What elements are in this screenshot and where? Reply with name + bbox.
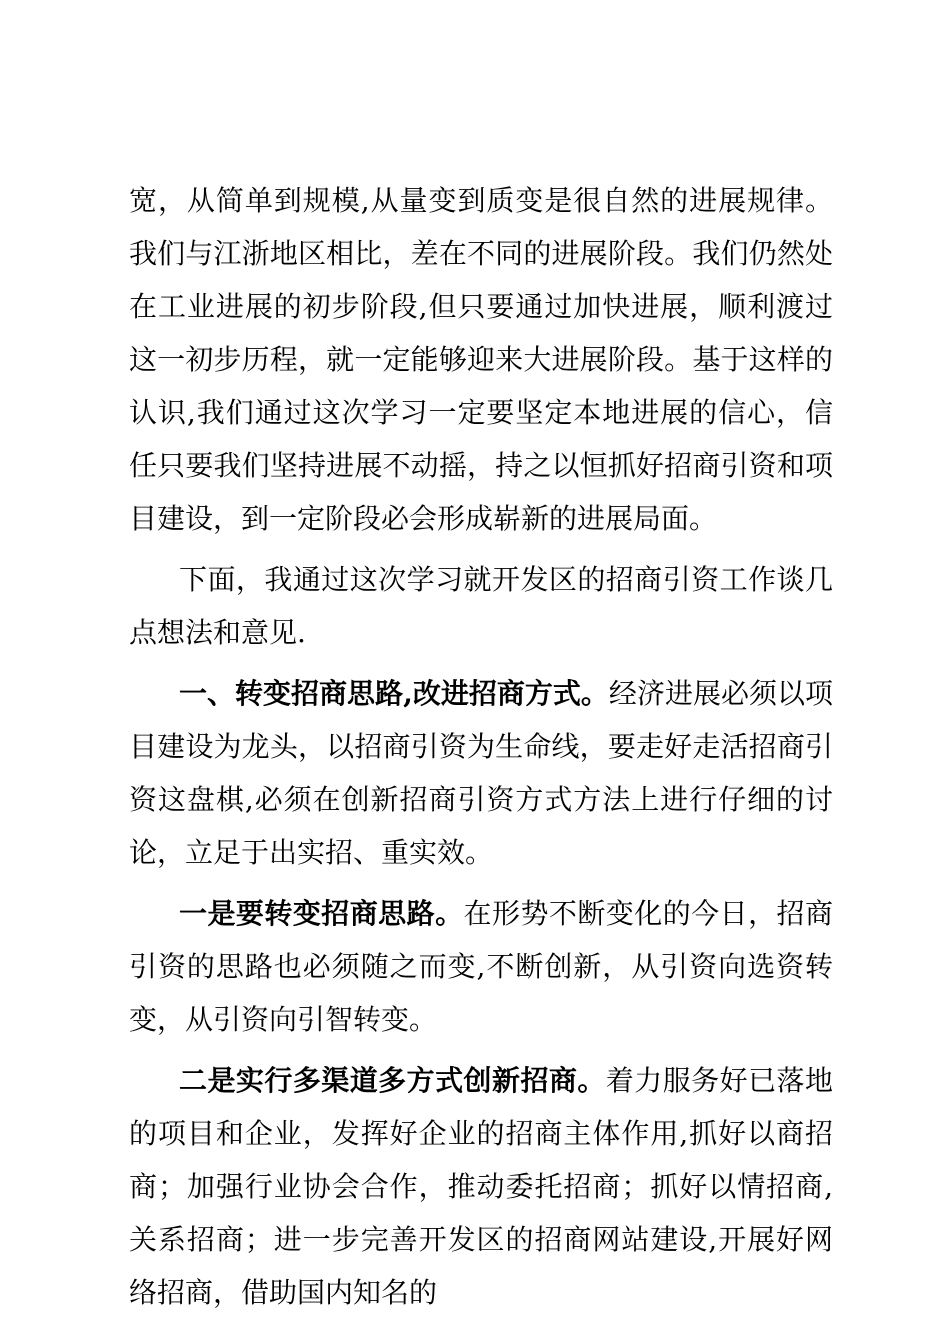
paragraph-1 bbox=[129, 174, 833, 545]
document-body bbox=[129, 174, 833, 1327]
paragraph-3-heading: 一、转变招商思路,改进招商方式。 bbox=[179, 677, 609, 710]
paragraph-4-heading: 一是要转变招商思路。 bbox=[179, 897, 464, 930]
paragraph-4 bbox=[129, 887, 833, 1046]
paragraph-2-text: 下面，我通过这次学习就开发区的招商引资工作谈几点想法和意见. bbox=[129, 563, 833, 649]
paragraph-4-text: 在形势不断变化的今日，招商引资的思路也必须随之而变,不断创新，从引资向选资转变，从引资向引智转变。 bbox=[129, 897, 833, 1036]
paragraph-2 bbox=[129, 553, 833, 659]
paragraph-5-heading: 二是实行多渠道多方式创新招商。 bbox=[179, 1064, 606, 1097]
paragraph-5-text: 着力服务好已落地的项目和企业，发挥好企业的招商主体作用,抓好以商招商；加强行业协会合作，推动委托招商；抓好以情招商,关系招商；进一步完善开发区的招商网站建设,开展好网络招商，借助国内知名的 bbox=[129, 1064, 833, 1309]
paragraph-1-text: 宽，从简单到规模,从量变到质变是很自然的进展规律。我们与江浙地区相比，差在不同的进展阶段。我们仍然处在工业进展的初步阶段,但只要通过加快进展，顺利渡过这一初步历程，就一定能够迎来大进展阶段。基于这样的认识,我们通过这次学习一定要坚定本地进展的信心，信任只要我们坚持进展不动摇，持之以恒抓好招商引资和项目建设，到一定阶段必会形成崭新的进展局面。 bbox=[129, 184, 833, 535]
paragraph-5 bbox=[129, 1054, 833, 1319]
paragraph-3-text: 经济进展必须以项目建设为龙头，以招商引资为生命线，要走好走活招商引资这盘棋,必须在创新招商引资方式方法上进行仔细的讨论，立足于出实招、重实效。 bbox=[129, 677, 833, 869]
paragraph-3 bbox=[129, 667, 833, 879]
